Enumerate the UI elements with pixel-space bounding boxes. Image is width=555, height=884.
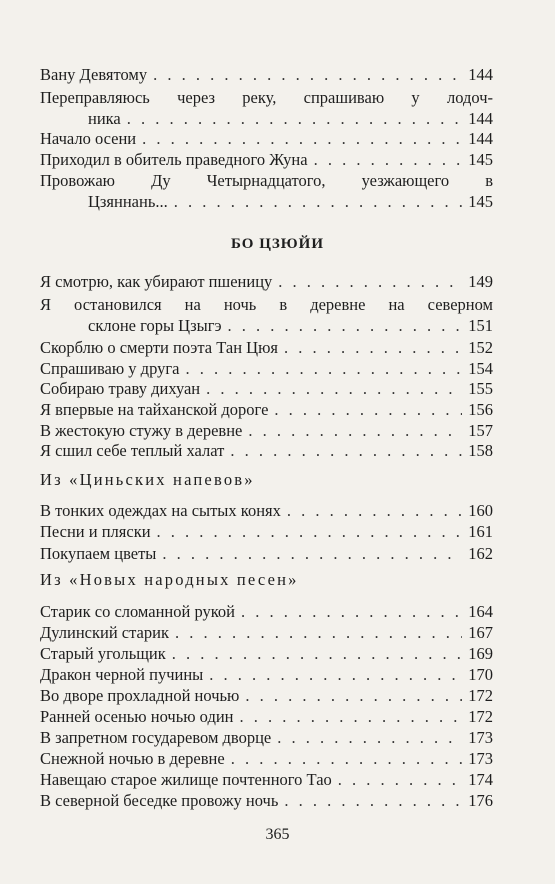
leader-dots: [174, 191, 463, 213]
toc-entry: [40, 64, 493, 86]
leader-dots: [241, 601, 462, 623]
toc-entry: [40, 706, 493, 728]
leader-dots: [172, 643, 462, 665]
leader-dots: [274, 399, 462, 421]
toc-entry: [40, 500, 493, 522]
leader-dots: [314, 149, 463, 171]
leader-dots: [240, 706, 463, 728]
toc-entry-page: 154: [468, 359, 493, 378]
toc-entry: [40, 399, 493, 421]
leader-dots: [142, 128, 462, 150]
toc-entry: [40, 191, 493, 213]
toc-entry-title: Во дворе прохладной ночью: [40, 686, 240, 705]
section-title-new-songs: Из «Новых народных песен»: [40, 570, 299, 589]
leader-dots: [284, 337, 462, 359]
toc-entry-page: 144: [468, 129, 493, 148]
toc-entry-page: 145: [468, 150, 493, 169]
toc-entry-title: Собираю траву дихуан: [40, 379, 201, 398]
toc-entry-title: склоне горы Цзыгэ: [88, 316, 222, 335]
toc-entry-title: Ранней осенью ночью один: [40, 707, 234, 726]
toc-entry-page: 149: [468, 272, 493, 291]
toc-entry: [40, 543, 493, 565]
toc-entry-title: Цзяннань...: [88, 192, 168, 211]
toc-entry: [40, 337, 493, 359]
toc-entry-title: В запретном государевом дворце: [40, 728, 272, 747]
leader-dots: [231, 748, 463, 770]
toc-entry-title: Дракон черной пучины: [40, 665, 204, 684]
toc-entry: [40, 378, 493, 400]
toc-entry-page: 145: [468, 192, 493, 211]
toc-entry-page: 152: [468, 338, 493, 357]
toc-entry-page: 173: [468, 728, 493, 747]
toc-entry-page: 156: [468, 400, 493, 419]
leader-dots: [162, 543, 462, 565]
leader-dots: [228, 315, 463, 337]
toc-entry: [40, 601, 493, 623]
toc-entry-page: 174: [468, 770, 493, 789]
toc-entry-page: 158: [468, 441, 493, 460]
leader-dots: [209, 664, 462, 686]
toc-entry: [40, 440, 493, 462]
toc-entry-page: 164: [468, 602, 493, 621]
toc-entry-title: Провожаю Ду Четырнадцатого, уезжающего в: [40, 171, 493, 190]
toc-entry-title: Я остановился на ночь в деревне на северном: [40, 295, 493, 314]
toc-entry: [40, 748, 493, 770]
toc-entry: [40, 128, 493, 150]
leader-dots: [127, 108, 462, 130]
leader-dots: [338, 769, 462, 791]
toc-entry: [40, 790, 493, 812]
toc-entry-page: 144: [468, 65, 493, 84]
toc-entry-page: 160: [468, 501, 493, 520]
toc-entry-title: Переправляюсь через реку, спрашиваю у лодоч-: [40, 88, 493, 107]
author-heading: БО ЦЗЮЙИ: [230, 236, 325, 252]
toc-entry: [40, 358, 493, 380]
toc-entry: [40, 769, 493, 791]
page-number: 365: [265, 826, 290, 843]
leader-dots: [157, 521, 463, 543]
toc-entry-page: 169: [468, 644, 493, 663]
leader-dots: [230, 440, 462, 462]
toc-entry: [40, 87, 493, 109]
toc-entry-title: Песни и пляски: [40, 522, 151, 541]
toc-entry: [40, 170, 493, 192]
toc-entry: [40, 271, 493, 293]
section-title-qin: Из «Циньских напевов»: [40, 470, 255, 489]
toc-entry-page: 172: [468, 686, 493, 705]
toc-entry-page: 172: [468, 707, 493, 726]
leader-dots: [175, 622, 462, 644]
toc-entry-title: Дулинский старик: [40, 623, 169, 642]
toc-entry-page: 170: [468, 665, 493, 684]
toc-entry-page: 162: [468, 544, 493, 563]
toc-entry: [40, 149, 493, 171]
leader-dots: [277, 727, 462, 749]
toc-entry-title: В тонких одеждах на сытых конях: [40, 501, 281, 520]
toc-entry-title: Старик со сломанной рукой: [40, 602, 235, 621]
toc-entry-page: 176: [468, 791, 493, 810]
leader-dots: [248, 420, 462, 442]
toc-entry: [40, 315, 493, 337]
toc-entry-title: Вану Девятому: [40, 65, 148, 84]
toc-entry: [40, 727, 493, 749]
toc-entry: [40, 294, 493, 316]
toc-entry-page: 167: [468, 623, 493, 642]
leader-dots: [245, 685, 462, 707]
toc-entry-page: 161: [468, 522, 493, 541]
leader-dots: [287, 500, 462, 522]
toc-entry-title: Я смотрю, как убирают пшеницу: [40, 272, 273, 291]
toc-entry-title: Скорблю о смерти поэта Тан Цюя: [40, 338, 279, 357]
toc-entry-title: Приходил в обитель праведного Жуна: [40, 150, 308, 169]
toc-entry: [40, 643, 493, 665]
toc-entry-title: Старый угольщик: [40, 644, 166, 663]
toc-entry-page: 151: [468, 316, 493, 335]
leader-dots: [153, 64, 462, 86]
toc-entry: [40, 108, 493, 130]
toc-entry-title: Навещаю старое жилище почтенного Тао: [40, 770, 332, 789]
toc-entry-title: Покупаем цветы: [40, 544, 157, 563]
toc-entry: [40, 622, 493, 644]
toc-entry-page: 144: [468, 109, 493, 128]
leader-dots: [278, 271, 462, 293]
leader-dots: [185, 358, 462, 380]
leader-dots: [284, 790, 462, 812]
toc-entry-title: ника: [88, 109, 121, 128]
toc-entry: [40, 685, 493, 707]
toc-entry-title: В северной беседке провожу ночь: [40, 791, 279, 810]
toc-entry-page: 173: [468, 749, 493, 768]
toc-entry-title: В жестокую стужу в деревне: [40, 421, 243, 440]
toc-entry-page: 155: [468, 379, 493, 398]
toc-entry-title: Снежной ночью в деревне: [40, 749, 225, 768]
toc-entry: [40, 521, 493, 543]
toc-entry: [40, 664, 493, 686]
toc-entry: [40, 420, 493, 442]
toc-entry-title: Я впервые на тайханской дороге: [40, 400, 269, 419]
toc-entry-title: Начало осени: [40, 129, 137, 148]
toc-entry-title: Я сшил себе теплый халат: [40, 441, 225, 460]
toc-entry-page: 157: [468, 421, 493, 440]
leader-dots: [206, 378, 462, 400]
toc-entry-title: Спрашиваю у друга: [40, 359, 180, 378]
